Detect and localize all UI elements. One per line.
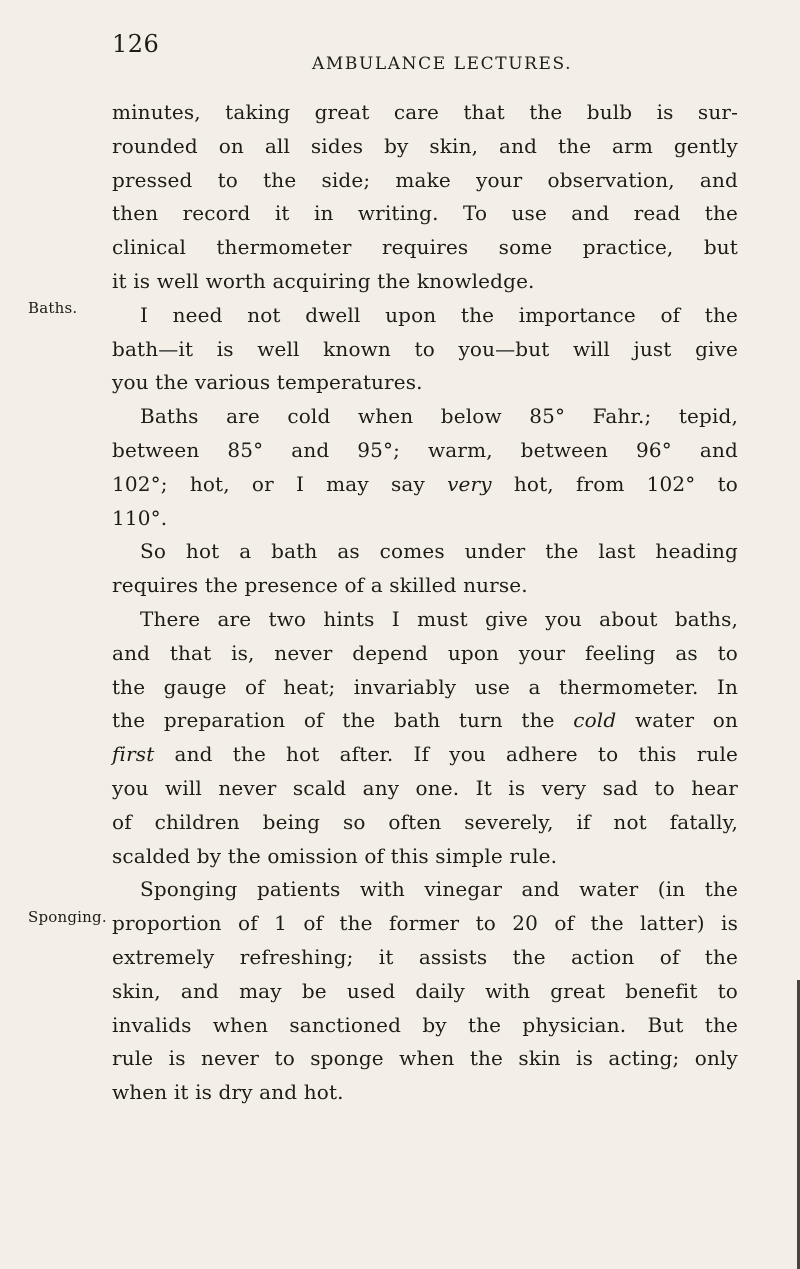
emphasis-first: first [112,742,155,767]
text-line: rounded on all sides by skin, and the arm gently [112,133,738,158]
text-line: then record it in writing. To use and read the [112,201,738,226]
text-line: of children being so often severely, if not fatally, [112,809,738,834]
margin-note-sponging: Sponging. [28,908,107,926]
text-line: skin, and may be used daily with great benefit to [112,978,738,1003]
text-line: rule is never to sponge when the skin is acting; only [112,1046,738,1071]
text-line: you will never scald any one. It is very sad to hear [112,775,738,800]
text-segment: the preparation of the bath turn the [112,708,555,733]
text-line: So hot a bath as comes under the last heading [140,539,738,564]
text-segment: 102°; hot, or I may say [112,471,425,496]
text-line: extremely refreshing; it assists the action of the [112,944,738,969]
text-line [112,738,738,772]
text-line: proportion of 1 of the former to 20 of the latter) is [112,911,738,936]
text-line: Sponging patients with vinegar and water (in the [140,877,738,902]
running-title: AMBULANCE LECTURES. [312,54,573,74]
text-line: you the various temperatures. [112,370,423,395]
text-segment: water on [634,708,738,733]
text-line: I need not dwell upon the importance of the [140,302,738,327]
text-line: and that is, never depend upon your feeling as to [112,640,738,665]
text-segment: and the hot after. If you adhere to this rule [174,742,738,767]
emphasis-cold: cold [573,708,617,733]
text-line: it is well worth acquiring the knowledge. [112,268,535,293]
text-line: between 85° and 95°; warm, between 96° and [112,437,738,462]
text-line: requires the presence of a skilled nurse. [112,573,528,598]
emphasis-very: very [447,471,492,496]
running-head [112,30,732,74]
body-text [112,96,738,1110]
text-line: 110°. [112,505,168,530]
text-line: pressed to the side; make your observation, and [112,167,738,192]
text-line: the gauge of heat; invariably use a thermometer. In [112,674,738,699]
page-number: 126 [112,30,160,58]
text-segment: hot, from 102° to [513,471,738,496]
text-line [112,704,738,738]
text-line: scalded by the omission of this simple rule. [112,843,558,868]
text-line: when it is dry and hot. [112,1080,344,1105]
margin-note-baths: Baths. [28,299,78,317]
text-line: invalids when sanctioned by the physician. But the [112,1012,738,1037]
text-line: clinical thermometer requires some practice, but [112,235,738,260]
text-line [112,468,738,502]
text-line: Baths are cold when below 85° Fahr.; tepid, [140,404,738,429]
text-line: There are two hints I must give you about baths, [140,606,738,631]
text-line: minutes, taking great care that the bulb is sur- [112,100,738,124]
text-line: bath—it is well known to you—but will just give [112,336,738,361]
